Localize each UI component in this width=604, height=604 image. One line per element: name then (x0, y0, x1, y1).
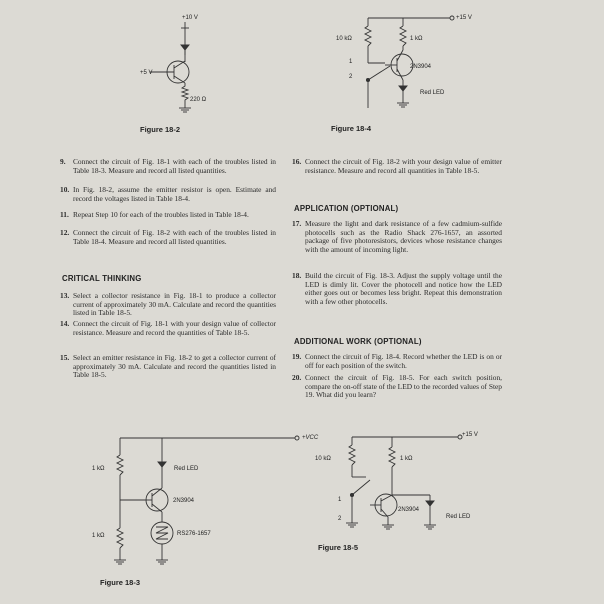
fig3-r2-label: 1 kΩ (92, 533, 105, 539)
figure-18-3-caption: Figure 18-3 (100, 578, 141, 587)
fig5-vtop-label: +15 V (462, 432, 478, 438)
list-item: 14. Connect the circuit of Fig. 18-1 with your design value of collector resistance. Measure and record the quantities of Table 18-5. (60, 319, 276, 337)
fig3-r1-label: 1 kΩ (92, 466, 105, 472)
list-item: 16. Connect the circuit of Fig. 18-2 with your design value of emitter resistance. Measure and record all quantities in Table 18-5. (292, 157, 502, 175)
list-item: 19. Connect the circuit of Fig. 18-4. Record whether the LED is on or off for each position of the switch. (292, 352, 502, 370)
figure-18-5-caption: Figure 18-5 (318, 543, 359, 552)
list-item: 18. Build the circuit of Fig. 18-3. Adjust the supply voltage until the LED is dimly lit. Cover the photocell and notice how the LED either goes out or becomes less bright. Repeat this demonstration with a few other photocells. (292, 271, 502, 306)
figure-18-5-schematic (330, 425, 500, 540)
critical-thinking-heading: CRITICAL THINKING (62, 274, 142, 283)
figure-18-3-schematic (105, 430, 305, 580)
fig4-r1-label: 10 kΩ (336, 36, 352, 42)
fig5-r1-label: 10 kΩ (315, 456, 331, 462)
figure-18-4-caption: Figure 18-4 (331, 124, 372, 133)
fig5-node2-label: 2 (338, 516, 342, 522)
fig2-resistor-label: 220 Ω (190, 97, 207, 103)
fig4-node1-label: 1 (349, 59, 353, 65)
figure-18-2-caption: Figure 18-2 (140, 125, 181, 134)
list-item: 13. Select a collector resistance in Fig. 18-1 to produce a collector current of approximately 30 mA. Calculate and record the quantities listed in Table 18-5. (60, 291, 276, 318)
fig4-r2-label: 1 kΩ (410, 36, 423, 42)
list-item: 9. Connect the circuit of Fig. 18-1 with each of the troubles listed in Table 18-3. Measure and record all listed quantities. (60, 157, 276, 175)
application-heading: APPLICATION (OPTIONAL) (294, 204, 399, 213)
fig5-r2-label: 1 kΩ (400, 456, 413, 462)
list-item: 11. Repeat Step 10 for each of the troubles listed in Table 18-4. (60, 210, 249, 219)
list-item: 12. Connect the circuit of Fig. 18-2 with each of the troubles listed in Table 18-4. Measure and record all listed quantities. (60, 228, 276, 246)
fig2-vtop-label: +10 V (182, 15, 198, 21)
fig3-led-label: Red LED (174, 466, 199, 472)
list-item: 20. Connect the circuit of Fig. 18-5. For each switch position, compare the on-off state of the LED to the recorded values of Step 19. What did you learn? (292, 373, 502, 400)
fig4-node2-label: 2 (349, 74, 353, 80)
fig5-transistor-label: 2N3904 (398, 507, 420, 513)
list-item: 17. Measure the light and dark resistance of a few cadmium-sulfide photocells such as the Radio Shack 276-1657, an assorted package of five photoresistors, devices whose resistance changes with the amount of incoming light. (292, 219, 502, 254)
fig3-transistor-label: 2N3904 (173, 498, 195, 504)
fig4-vtop-label: +15 V (456, 15, 472, 21)
fig4-led-label: Red LED (420, 90, 445, 96)
fig5-led-label: Red LED (446, 514, 471, 520)
additional-work-heading: ADDITIONAL WORK (OPTIONAL) (294, 337, 422, 346)
fig3-vcc-label: +VCC (302, 435, 319, 441)
list-item: 15. Select an emitter resistance in Fig. 18-2 to get a collector current of approximately 30 mA. Calculate and record the quantities listed in Table 18-5. (60, 353, 276, 380)
fig2-vin-label: +5 V (140, 70, 153, 76)
fig5-node1-label: 1 (338, 497, 342, 503)
list-item: 10. In Fig. 18-2, assume the emitter resistor is open. Estimate and record the voltages listed in Table 18-4. (60, 185, 276, 203)
fig4-transistor-label: 2N3904 (410, 64, 432, 70)
fig3-photocell-label: RS276-1657 (177, 531, 211, 537)
